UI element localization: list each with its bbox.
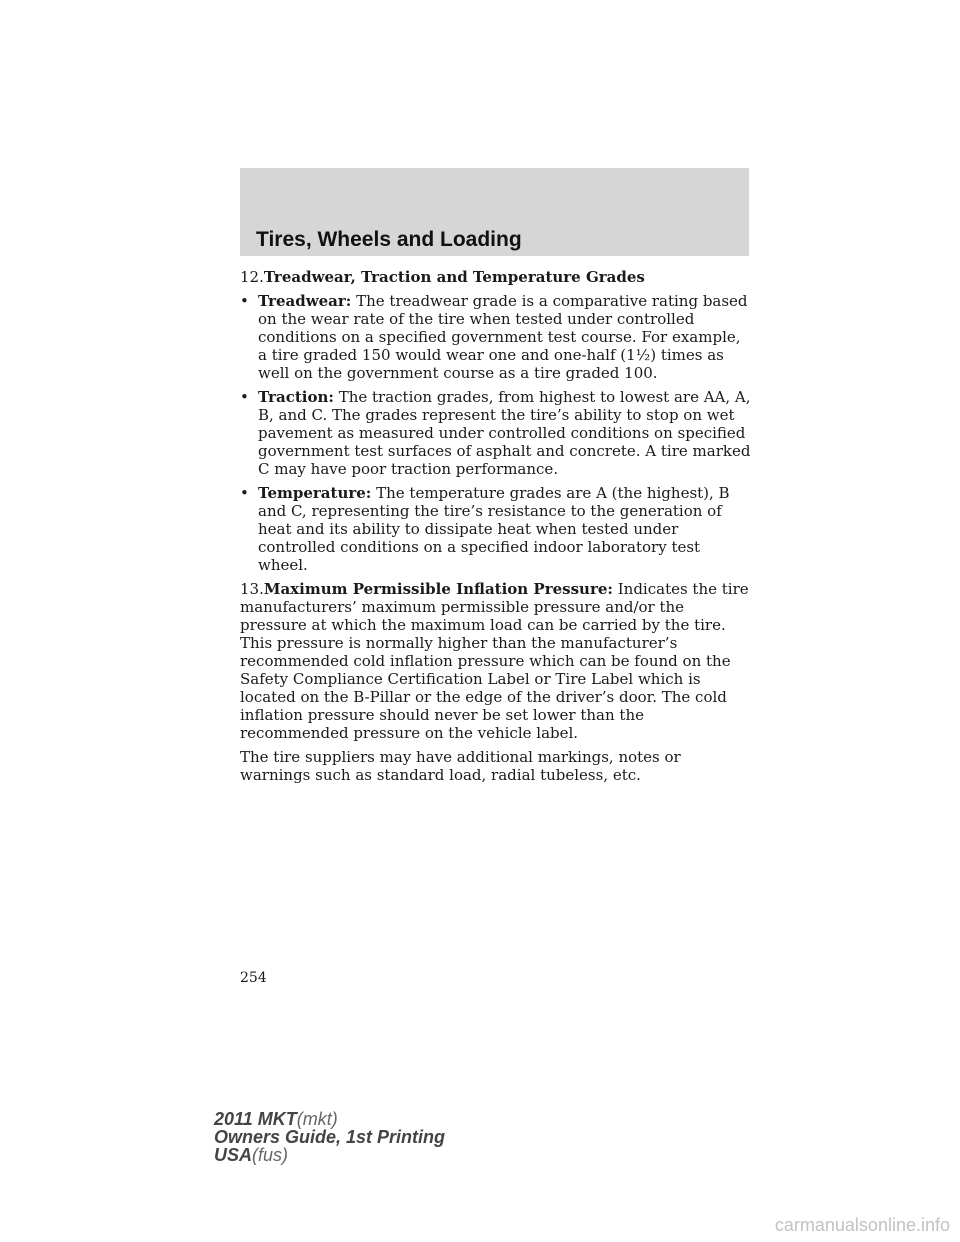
bullet-term: Traction: <box>258 388 334 406</box>
item-title: Treadwear, Traction and Temperature Grades <box>263 268 645 286</box>
footer-line-3 <box>214 1146 445 1164</box>
bullet-item-temperature <box>240 484 752 574</box>
item-text: Indicates the tire manufacturers’ maximum permissible pressure and/or the pressure at which the maximum load can be carried by the tire. This pressure is normally higher than the manufacturer’s recommended cold inflation pressure which can be found on the Safety Compliance Certification Label or Tire Label which is located on the B-Pillar or the edge of the driver’s door. The cold inflation pressure should never be set lower than the recommended pressure on the vehicle label. <box>240 580 749 742</box>
footer-model: 2011 MKT <box>214 1109 297 1129</box>
item-number: 13. <box>240 580 264 598</box>
footer-market-code: (fus) <box>252 1145 289 1165</box>
bullet-item-traction <box>240 388 752 478</box>
bullet-text: The temperature grades are A (the highest), B and C, representing the tire’s resistance to the generation of heat and its ability to dissipate heat when tested under controlled conditions on a specified indoor laboratory test wheel. <box>258 484 730 574</box>
footer-line-1 <box>214 1110 445 1128</box>
closing-paragraph: The tire suppliers may have additional markings, notes or warnings such as standard load, radial tubeless, etc. <box>240 748 681 784</box>
bullet-term: Temperature: <box>258 484 372 502</box>
bullet-text: The treadwear grade is a comparative rating based on the wear rate of the tire when tested under controlled conditions on a specified government test course. For example, a tire graded 150 would wear one and one-half (1½) times as well on the government course as a tire graded 100. <box>258 292 748 382</box>
bullet-text: The traction grades, from highest to lowest are AA, A, B, and C. The grades represent the tire’s ability to stop on wet pavement as measured under controlled conditions on specified government test surfaces of asphalt and concrete. A tire marked C may have poor traction performance. <box>258 388 751 478</box>
footer-edition: Owners Guide, 1st Printing <box>214 1127 446 1147</box>
print-footer <box>214 1110 445 1164</box>
bullet-term: Treadwear: <box>258 292 352 310</box>
item-number: 12. <box>240 268 264 286</box>
page-number: 254 <box>240 970 267 986</box>
bullet-item-treadwear <box>240 292 752 382</box>
footer-model-code: (mkt) <box>296 1109 338 1129</box>
bullet-icon: • <box>240 388 249 406</box>
bullet-icon: • <box>240 292 249 310</box>
item-title: Maximum Permissible Inflation Pressure: <box>263 580 613 598</box>
watermark: carmanualsonline.info <box>774 1215 950 1235</box>
footer-market: USA <box>214 1145 253 1165</box>
item-12-heading <box>240 268 752 286</box>
item-13-paragraph <box>240 580 752 742</box>
section-title: Tires, Wheels and Loading <box>256 228 522 251</box>
footer-line-2 <box>214 1128 445 1146</box>
page-content <box>240 268 752 790</box>
bullet-icon: • <box>240 484 249 502</box>
